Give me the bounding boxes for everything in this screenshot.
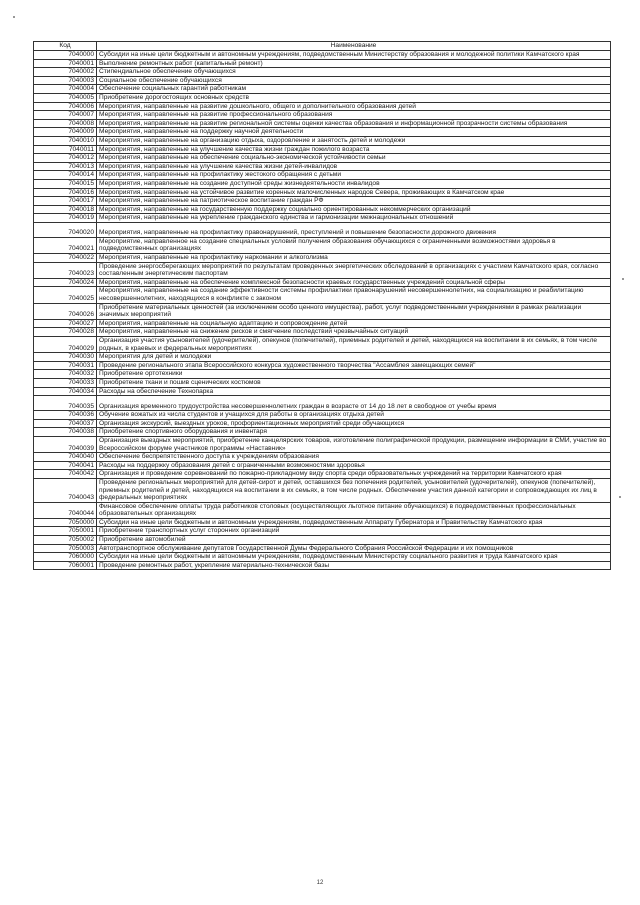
row-name: Мероприятия, направленные на улучшение качества жизни граждан пожилого возраста bbox=[97, 145, 611, 154]
row-code: 7040006 bbox=[34, 102, 97, 111]
row-name: Проведение ремонтных работ, укрепление материально-технической базы bbox=[97, 561, 611, 570]
row-name: Мероприятия, направленные на профилактику правонарушений, преступлений и повышение безопасности дорожного движения bbox=[97, 222, 611, 237]
row-name: Организация экскурсий, выездных уроков, профориентационных мероприятий среди обучающихся bbox=[97, 419, 611, 428]
row-name: Стипендиальное обеспечение обучающихся bbox=[97, 68, 611, 77]
row-name: Выполнение ремонтных работ (капитальный ремонт) bbox=[97, 59, 611, 68]
row-code: 7060001 bbox=[34, 561, 97, 570]
row-code: 7040030 bbox=[34, 353, 97, 362]
row-code: 7040035 bbox=[34, 396, 97, 411]
row-name: Приобретение транспортных услуг сторонних организаций bbox=[97, 527, 611, 536]
row-name: Мероприятия, направленные на обеспечение комплексной безопасности краевых государственных учреждений социальной сферы bbox=[97, 278, 611, 287]
table-row bbox=[34, 93, 611, 102]
header-name: Наименование bbox=[97, 42, 611, 51]
row-code: 7040000 bbox=[34, 51, 97, 60]
row-code: 7040011 bbox=[34, 145, 97, 154]
row-name: Финансовое обеспечение оплаты труда работников столовых (осуществляющих льготное питание обучающихся) в подведомственных профессиональных образовательных организациях bbox=[97, 502, 611, 518]
row-code: 7040038 bbox=[34, 428, 97, 437]
table-row bbox=[34, 428, 611, 437]
table-row bbox=[34, 536, 611, 545]
table-row bbox=[34, 502, 611, 518]
table-row bbox=[34, 561, 611, 570]
row-code: 7040031 bbox=[34, 361, 97, 370]
row-code: 7040037 bbox=[34, 419, 97, 428]
table-row bbox=[34, 303, 611, 319]
table-row bbox=[34, 478, 611, 502]
table-body bbox=[34, 51, 611, 570]
row-name: Приобретение автомобилей bbox=[97, 536, 611, 545]
table-row bbox=[34, 419, 611, 428]
table-row bbox=[34, 278, 611, 287]
table-row bbox=[34, 319, 611, 328]
row-name: Мероприятия, направленные на создание доступной среды жизнедеятельности инвалидов bbox=[97, 179, 611, 188]
table-row bbox=[34, 197, 611, 206]
table-row bbox=[34, 119, 611, 128]
row-code: 7040008 bbox=[34, 119, 97, 128]
row-code: 7040023 bbox=[34, 262, 97, 278]
row-code: 7040022 bbox=[34, 254, 97, 263]
row-code: 7040010 bbox=[34, 136, 97, 145]
row-code: 7050001 bbox=[34, 527, 97, 536]
table-row bbox=[34, 136, 611, 145]
table-row bbox=[34, 237, 611, 253]
row-code: 7040016 bbox=[34, 188, 97, 197]
table-row bbox=[34, 145, 611, 154]
row-code: 7040024 bbox=[34, 278, 97, 287]
table-row bbox=[34, 76, 611, 85]
row-name: Субсидии на иные цели бюджетным и автономным учреждениям, подведомственным Министерству образования и молодежной политики Камчатского края bbox=[97, 51, 611, 60]
row-name: Мероприятия, направленные на профилактику наркомании и алкоголизма bbox=[97, 254, 611, 263]
row-code: 7040042 bbox=[34, 470, 97, 479]
row-name: Мероприятия, направленные на профилактику жестокого обращения с детьми bbox=[97, 171, 611, 180]
table-row bbox=[34, 59, 611, 68]
table-row bbox=[34, 162, 611, 171]
table-row bbox=[34, 553, 611, 562]
row-code: 7040017 bbox=[34, 197, 97, 206]
table-row bbox=[34, 262, 611, 278]
table-row bbox=[34, 470, 611, 479]
scan-speck bbox=[622, 278, 624, 280]
row-code: 7040039 bbox=[34, 436, 97, 452]
table-row bbox=[34, 102, 611, 111]
row-name: Мероприятия для детей и молодежи bbox=[97, 353, 611, 362]
table-row bbox=[34, 453, 611, 462]
row-name: Обучение вожатых из числа студентов и учащихся для работы в организациях отдыха детей bbox=[97, 411, 611, 420]
row-name: Субсидии на иные цели бюджетным и автономным учреждениям, подведомственным Аппарату Губернатора и Правительству Камчатского края bbox=[97, 518, 611, 527]
row-name: Мероприятия, направленные на укрепление гражданского единства и гармонизации межнациональных отношений bbox=[97, 214, 611, 223]
row-code: 7040013 bbox=[34, 162, 97, 171]
table-row bbox=[34, 544, 611, 553]
row-name: Обеспечение социальных гарантий работникам bbox=[97, 85, 611, 94]
row-code: 7040002 bbox=[34, 68, 97, 77]
row-name: Мероприятия, направленные на организацию отдыха, оздоровление и занятость детей и молодежи bbox=[97, 136, 611, 145]
row-code: 7040019 bbox=[34, 214, 97, 223]
row-code: 7050002 bbox=[34, 536, 97, 545]
header-code: Код bbox=[34, 42, 97, 51]
row-code: 7040036 bbox=[34, 411, 97, 420]
row-name: Приобретение ортотехники bbox=[97, 370, 611, 379]
row-code: 7040012 bbox=[34, 154, 97, 163]
row-name: Расходы на обеспечение Технопарка bbox=[97, 387, 611, 396]
row-code: 7040004 bbox=[34, 85, 97, 94]
row-name: Мероприятия, направленные на создание эффективности системы профилактики правонарушений несовершеннолетних, на социализацию и реабилитацию несовершеннолетних, находящихся в конфликте с законом bbox=[97, 287, 611, 303]
table-row bbox=[34, 328, 611, 337]
row-code: 7040020 bbox=[34, 222, 97, 237]
row-code: 7050000 bbox=[34, 518, 97, 527]
row-name: Мероприятия, направленные на улучшение качества жизни детей-инвалидов bbox=[97, 162, 611, 171]
row-code: 7040014 bbox=[34, 171, 97, 180]
row-name: Мероприятия, направленные на поддержку научной деятельности bbox=[97, 128, 611, 137]
row-code: 7040041 bbox=[34, 461, 97, 470]
table-header-row bbox=[34, 42, 611, 51]
row-code: 7040043 bbox=[34, 478, 97, 502]
row-name: Мероприятия, направленные на обеспечение социально-экономической устойчивости семьи bbox=[97, 154, 611, 163]
row-name: Мероприятия, направленные на развитие профессионального образования bbox=[97, 111, 611, 120]
table-row bbox=[34, 254, 611, 263]
row-name: Мероприятия, направленные на государственную поддержку социально ориентированных некоммерческих организаций bbox=[97, 205, 611, 214]
row-name: Мероприятия, направленные на устойчивое развитие коренных малочисленных народов Севера, проживающих в Камчатском крае bbox=[97, 188, 611, 197]
row-code: 7040029 bbox=[34, 337, 97, 353]
scan-speck bbox=[619, 496, 621, 498]
table-row bbox=[34, 337, 611, 353]
row-name: Организация и проведение соревнований по пожарно-прикладному виду спорта среди образовательных учреждений на территории Камчатского края bbox=[97, 470, 611, 479]
row-name: Организация участия усыновителей (удочерителей), опекунов (попечителей), приемных родителей и детей, находящихся на воспитании в их семьях, в том числе родных, в краевых и федеральных мероприятиях bbox=[97, 337, 611, 353]
row-code: 7040015 bbox=[34, 179, 97, 188]
table-row bbox=[34, 518, 611, 527]
row-name: Приобретение материальных ценностей (за исключением особо ценного имущества), работ, услуг подведомственными учреждениями в рамках реализации значимых мероприятий bbox=[97, 303, 611, 319]
row-code: 7040034 bbox=[34, 387, 97, 396]
table-row bbox=[34, 287, 611, 303]
table-row bbox=[34, 527, 611, 536]
row-code: 7040032 bbox=[34, 370, 97, 379]
row-name: Субсидии на иные цели бюджетным и автономным учреждениям, подведомственным Министерству социального развития и труда Камчатского края bbox=[97, 553, 611, 562]
row-code: 7040040 bbox=[34, 453, 97, 462]
row-code: 7040003 bbox=[34, 76, 97, 85]
scan-speck bbox=[13, 16, 15, 18]
row-name: Приобретение дорогостоящих основных средств bbox=[97, 93, 611, 102]
row-code: 7040027 bbox=[34, 319, 97, 328]
table-row bbox=[34, 179, 611, 188]
table-row bbox=[34, 68, 611, 77]
row-code: 7040021 bbox=[34, 237, 97, 253]
row-name: Социальное обеспечение обучающихся bbox=[97, 76, 611, 85]
table-row bbox=[34, 353, 611, 362]
table-row bbox=[34, 222, 611, 237]
row-code: 7040028 bbox=[34, 328, 97, 337]
table-row bbox=[34, 387, 611, 396]
row-name: Организация временного трудоустройства несовершеннолетних граждан в возрасте от 14 до 18 лет в свободное от учебы время bbox=[97, 396, 611, 411]
table-row bbox=[34, 111, 611, 120]
row-code: 7060000 bbox=[34, 553, 97, 562]
classification-table bbox=[33, 41, 611, 570]
row-code: 7050003 bbox=[34, 544, 97, 553]
row-name: Проведение регионального этапа Всероссийского конкурса художественного творчества "Ассамблея замещающих семей" bbox=[97, 361, 611, 370]
row-name: Автотранспортное обслуживание депутатов Государственной Думы Федерального Собрания Российской Федерации и их помощников bbox=[97, 544, 611, 553]
table-row bbox=[34, 436, 611, 452]
row-name: Проведение энергосберегающих мероприятий по результатам проведенных энергетических обследований в организациях с участием Камчатского края, согласно составленным энергетическим паспортам bbox=[97, 262, 611, 278]
row-code: 7040033 bbox=[34, 378, 97, 387]
table-row bbox=[34, 214, 611, 223]
row-code: 7040009 bbox=[34, 128, 97, 137]
row-name: Приобретение спортивного оборудования и инвентаря bbox=[97, 428, 611, 437]
row-name: Мероприятия, направленные на патриотическое воспитание граждан РФ bbox=[97, 197, 611, 206]
row-code: 7040018 bbox=[34, 205, 97, 214]
table-row bbox=[34, 85, 611, 94]
row-code: 7040005 bbox=[34, 93, 97, 102]
row-name: Расходы на поддержку образования детей с ограниченными возможностями здоровья bbox=[97, 461, 611, 470]
row-name: Мероприятия, направленные на развитие региональной системы оценки качества образования и информационной прозрачности системы образования bbox=[97, 119, 611, 128]
table-row bbox=[34, 154, 611, 163]
table-row bbox=[34, 51, 611, 60]
table-row bbox=[34, 411, 611, 420]
row-name: Мероприятия, направленные на социальную адаптацию и сопровождение детей bbox=[97, 319, 611, 328]
row-name: Мероприятие, направленное на создание специальных условий получения образования обучающихся с ограниченными возможностями здоровья в подведомственных организациях bbox=[97, 237, 611, 253]
page-number: 12 bbox=[316, 880, 324, 886]
row-name: Мероприятия, направленные на развитие дошкольного, общего и дополнительного образования детей bbox=[97, 102, 611, 111]
table-row bbox=[34, 396, 611, 411]
table-row bbox=[34, 128, 611, 137]
row-code: 7040044 bbox=[34, 502, 97, 518]
row-name: Проведение региональных мероприятий для детей-сирот и детей, оставшихся без попечения родителей, усыновителей (удочерителей), опекунов (попечителей), приемных родителей и детей, находящихся на воспитании в их семьях, в том числе родных. Обеспечение участия данной категории и сопровождающих их лиц в федеральных мероприятиях bbox=[97, 478, 611, 502]
table-row bbox=[34, 361, 611, 370]
table-row bbox=[34, 205, 611, 214]
table-row bbox=[34, 188, 611, 197]
table-row bbox=[34, 378, 611, 387]
row-code: 7040025 bbox=[34, 287, 97, 303]
row-code: 7040001 bbox=[34, 59, 97, 68]
table-row bbox=[34, 370, 611, 379]
row-name: Организация выездных мероприятий, приобретение канцелярских товаров, изготовление полиграфической продукции, размещение информации в СМИ, участие во Всероссийском форуме участников программы «Наставник» bbox=[97, 436, 611, 452]
row-name: Приобретение ткани и пошив сценических костюмов bbox=[97, 378, 611, 387]
row-name: Мероприятия, направленные на снижение рисков и смягчение последствий чрезвычайных ситуаций bbox=[97, 328, 611, 337]
row-code: 7040007 bbox=[34, 111, 97, 120]
table-row bbox=[34, 171, 611, 180]
table-row bbox=[34, 461, 611, 470]
row-code: 7040026 bbox=[34, 303, 97, 319]
row-name: Обеспечение беспрепятственного доступа к учреждениям образования bbox=[97, 453, 611, 462]
